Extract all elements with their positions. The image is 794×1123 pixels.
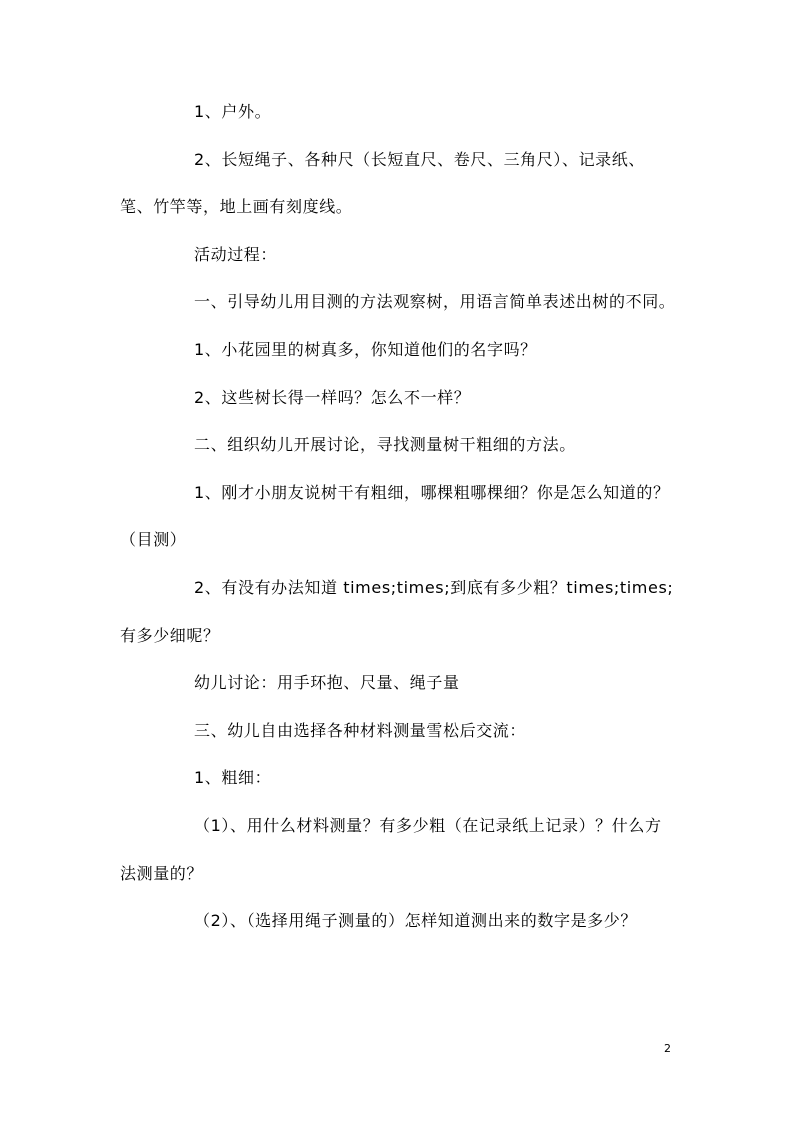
paragraph-section-one: 一、引导幼儿用目测的方法观察树，用语言简单表述出树的不同。 — [194, 292, 676, 312]
paragraph-materials-list: 2、长短绳子、各种尺（长短直尺、卷尺、三角尺）、记录纸、笔、竹竿等，地上画有刻度线。 — [120, 149, 645, 217]
page-number: 2 — [664, 1042, 671, 1055]
paragraph-question-tree-differences: 2、这些树长得一样吗？怎么不一样？ — [194, 387, 471, 407]
paragraph-question-thickness: 1、刚才小朋友说树干有粗细，哪棵粗哪棵细？你是怎么知道的？（目测） — [120, 482, 670, 550]
paragraph-section-two: 二、组织幼儿开展讨论，寻找测量树干粗细的方法。 — [194, 435, 576, 455]
paragraph-section-three: 三、幼儿自由选择各种材料测量雪松后交流： — [194, 720, 527, 740]
paragraph-children-discussion: 幼儿讨论：用手环抱、尺量、绳子量 — [194, 673, 460, 693]
paragraph-question-measure-method: 2、有没有办法知道 times;times;到底有多少粗？times;times;有多少细呢？ — [120, 577, 674, 645]
paragraph-subquestion-two: （2）、（选择用绳子测量的）怎样知道测出来的数字是多少？ — [194, 911, 637, 931]
paragraph-thickness-heading: 1、粗细： — [194, 768, 272, 788]
paragraph-subquestion-one: （1）、用什么材料测量？有多少粗（在记录纸上记录）？什么方法测量的？ — [120, 815, 662, 883]
paragraph-activity-process-heading: 活动过程： — [194, 244, 278, 264]
paragraph-materials-location: 1、户外。 — [194, 102, 272, 121]
document-body — [120, 88, 676, 945]
paragraph-question-tree-names: 1、小花园里的树真多，你知道他们的名字吗？ — [194, 339, 537, 359]
